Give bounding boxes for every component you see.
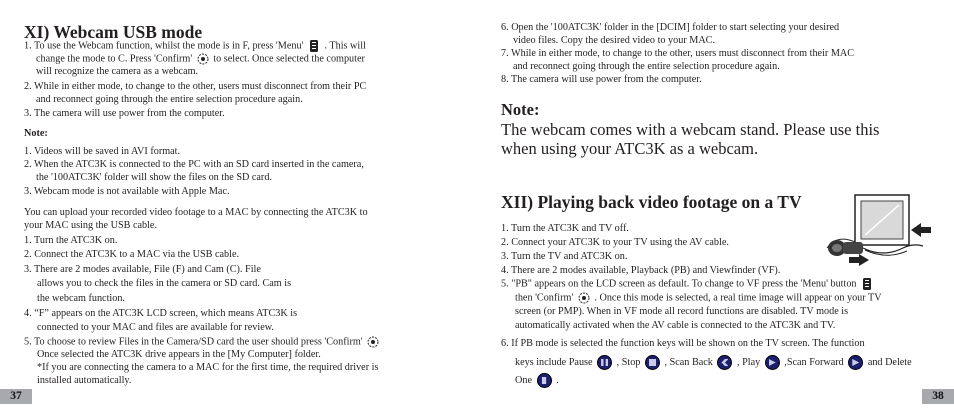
tv-step-6: 6. If PB mode is selected the function keys will be shown on the TV screen. The function (501, 338, 865, 349)
keys-scan-back-label: , Scan Back (664, 356, 713, 368)
mac-driver-note: *If you are connecting the camera to a MAC for the first time, the required driver is (37, 362, 379, 373)
menu-button-icon (308, 40, 320, 52)
keys-scan-forward-label: ,Scan Forward (784, 356, 844, 368)
tv-playback-title: XII) Playing back video footage on a TV (501, 192, 802, 212)
mac-step-1: 1. Turn the ATC3K on. (24, 235, 118, 246)
webcam-step-1-line3: will recognize the camera as a webcam. (36, 66, 199, 77)
keys-one-label: One (515, 374, 532, 386)
confirm-button-icon (578, 292, 590, 304)
right-note-heading: Note: (501, 100, 540, 119)
left-note-heading: Note: (24, 128, 48, 139)
mac-intro-1: You can upload your recorded video footage to a MAC by connecting the ATC3K to (24, 207, 368, 218)
function-keys-line (515, 355, 912, 370)
mac-driver-note-cont: installed automatically. (37, 375, 132, 386)
webcam-step-1-cont (24, 53, 365, 66)
webcam-usb-title: XI) Webcam USB mode (24, 22, 203, 42)
mac-intro-2: your MAC using the USB cable. (24, 220, 157, 231)
tv-step-2: 2. Connect your ATC3K to your TV using the AV cable. (501, 237, 729, 248)
mac-step-5-cont: Once selected the ATC3K drive appears in the [My Computer] folder. (37, 349, 321, 360)
mac-step-3-cont-2: the webcam function. (37, 293, 125, 304)
stop-icon (645, 355, 660, 370)
tv-step-5-cont-1 (515, 292, 882, 305)
webcam-step-1-text: 1. To use the Webcam function, whilst the mode is in F, press 'Menu' (24, 40, 304, 52)
pause-icon (597, 355, 612, 370)
mac-step-4-cont: connected to your MAC and files are available for review. (37, 322, 274, 333)
webcam-step-1 (24, 40, 366, 53)
mac-step-7: 7. While in either mode, to change to the other, users must disconnect from their MAC (501, 48, 855, 59)
stand-note-2: when using your ATC3K as a webcam. (501, 139, 759, 158)
tv-step-5-text: 5. "PB" appears on the LCD screen as default. To change to VF press the 'Menu' button (501, 278, 857, 290)
right-page (477, 0, 954, 412)
webcam-step-1-line2b: to select. Once selected the computer (213, 53, 365, 65)
confirm-button-icon (197, 53, 209, 65)
keys-delete-label: and Delete (867, 356, 912, 368)
scan-forward-icon (848, 355, 863, 370)
mac-step-3-cont-1: allows you to check the files in the camera or SD card. Cam is (37, 278, 292, 289)
webcam-step-3: 3. The camera will use power from the computer. (24, 108, 225, 119)
note-line-2: 2. When the ATC3K is connected to the PC with an SD card inserted in the camera, (24, 159, 364, 170)
keys-end: . (556, 374, 559, 386)
note-line-4: 3. Webcam mode is not available with Apple Mac. (24, 186, 230, 197)
play-icon (765, 355, 780, 370)
mac-step-2: 2. Connect the ATC3K to a MAC via the USB cable. (24, 249, 240, 260)
mac-step-6: 6. Open the '100ATC3K' folder in the [DCIM] folder to start selecting your desired (501, 22, 840, 33)
webcam-step-2-cont: and reconnect going through the entire selection procedure again. (36, 94, 303, 105)
mac-step-4: 4. “F” appears on the ATC3K LCD screen, which means ATC3K is (24, 308, 298, 319)
stand-note-1: The webcam comes with a webcam stand. Please use this (501, 120, 880, 139)
tv-connection-illustration (825, 190, 937, 272)
note-line-3: the '100ATC3K' folder will show the files on the SD card. (36, 172, 272, 183)
keys-prefix: keys include Pause (515, 356, 593, 368)
tv-step-5 (501, 278, 875, 291)
tv-step-3: 3. Turn the TV and ATC3K on. (501, 251, 628, 262)
page-number-37: 37 (0, 389, 32, 404)
mac-step-3: 3. There are 2 modes available, File (F) and Cam (C). File (24, 264, 261, 275)
mac-step-5 (24, 336, 381, 349)
mac-step-8: 8. The camera will use power from the computer. (501, 74, 702, 85)
webcam-step-1-end: . This will (324, 40, 366, 52)
function-keys-line-2 (515, 373, 559, 388)
tv-step-5-confirm: then 'Confirm' (515, 292, 574, 304)
menu-button-icon (861, 278, 873, 290)
mac-step-6-cont: video files. Copy the desired video to your MAC. (513, 35, 716, 46)
note-line-1: 1. Videos will be saved in AVI format. (24, 146, 181, 157)
webcam-step-1-line2a: change the mode to C. Press 'Confirm' (36, 53, 193, 65)
scan-back-icon (717, 355, 732, 370)
webcam-step-2: 2. While in either mode, to change to the other, users must disconnect from their PC (24, 81, 367, 92)
tv-step-4: 4. There are 2 modes available, Playback (PB) and Viewfinder (VF). (501, 265, 781, 276)
page-number-38: 38 (922, 389, 954, 404)
tv-step-5-cont-text: . Once this mode is selected, a real time image will appear on your TV (594, 292, 882, 304)
tv-step-5-cont-3: automatically activated when the AV cable is connected to the ATC3K and TV. (515, 320, 836, 331)
delete-one-icon (537, 373, 552, 388)
tv-step-5-cont-2: screen (or PMP). When in VF mode all record functions are disabled. TV mode is (515, 306, 849, 317)
mac-step-7-cont: and reconnect going through the entire selection procedure again. (513, 61, 780, 72)
mac-step-5-text: 5. To choose to review Files in the Camera/SD card the user should press 'Confirm' (24, 336, 363, 348)
confirm-button-icon (367, 336, 379, 348)
tv-step-1: 1. Turn the ATC3K and TV off. (501, 223, 629, 234)
keys-play-label: , Play (736, 356, 761, 368)
keys-stop-label: , Stop (616, 356, 641, 368)
